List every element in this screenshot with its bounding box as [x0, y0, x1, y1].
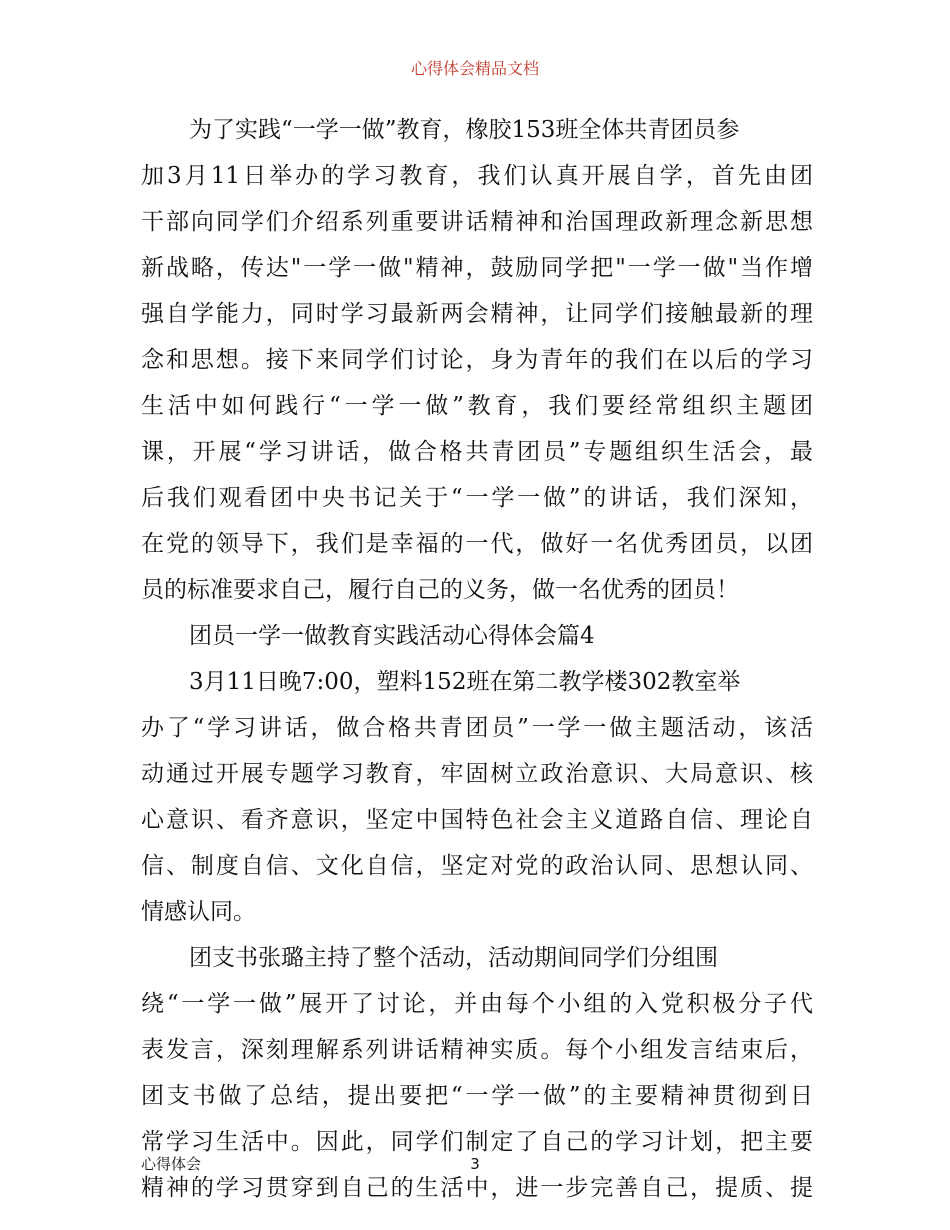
text-line: 精神的学习贯穿到自己的生活中，进一步完善自己，提质、提: [141, 1175, 813, 1201]
text-line: 新战略，传达"一学一做"精神，鼓励同学把"一学一做"当作增: [141, 255, 813, 281]
text-line: 强自学能力，同时学习最新两会精神，让同学们接触最新的理: [141, 301, 813, 327]
text-line: 为了实践“一学一做”教育，橡胶153班全体共青团员参: [189, 117, 740, 143]
text-line: 常学习生活中。因此，同学们制定了自己的学习计划，把主要: [141, 1129, 813, 1155]
text-line: 3月11日晚7:00，塑料152班在第二教学楼302教室举: [189, 669, 741, 695]
text-line: 生活中如何践行“一学一做”教育，我们要经常组织主题团: [141, 393, 813, 419]
text-line: 心意识、看齐意识，坚定中国特色社会主义道路自信、理论自: [141, 807, 813, 833]
text-line: 绕“一学一做”展开了讨论，并由每个小组的入党积极分子代: [141, 991, 813, 1017]
text-line: 信、制度自信、文化自信，坚定对党的政治认同、思想认同、: [141, 853, 813, 879]
page-footer-label: 心得体会: [141, 1155, 202, 1173]
text-line: 课，开展“学习讲话，做合格共青团员”专题组织生活会，最: [141, 439, 813, 465]
text-line: 团支书做了总结，提出要把“一学一做”的主要精神贯彻到日: [141, 1083, 813, 1109]
text-line: 后我们观看团中央书记关于“一学一做”的讲话，我们深知，: [141, 485, 813, 511]
text-line: 办了“学习讲话，做合格共青团员”一学一做主题活动，该活: [141, 715, 813, 741]
text-line: 动通过开展专题学习教育，牢固树立政治意识、大局意识、核: [141, 761, 813, 787]
text-line: 团支书张璐主持了整个活动，活动期间同学们分组围: [189, 945, 718, 971]
text-line: 加3月11日举办的学习教育，我们认真开展自学，首先由团: [141, 163, 813, 189]
document-body: [141, 107, 813, 1211]
text-line: 干部向同学们介绍系列重要讲话精神和治国理政新理念新思想: [141, 209, 813, 235]
text-line: 念和思想。接下来同学们讨论，身为青年的我们在以后的学习: [141, 347, 813, 373]
section-heading: 团员一学一做教育实践活动心得体会篇4: [189, 623, 595, 649]
text-line: 情感认同。: [141, 899, 256, 925]
text-line: 在党的领导下，我们是幸福的一代，做好一名优秀团员，以团: [141, 531, 813, 557]
page-header-title: 心得体会精品文档: [410, 59, 539, 78]
page-number: 3: [470, 1155, 480, 1173]
text-line: 员的标准要求自己，履行自己的义务，做一名优秀的团员！: [141, 577, 739, 603]
text-line: 表发言，深刻理解系列讲话精神实质。每个小组发言结束后，: [141, 1037, 813, 1063]
